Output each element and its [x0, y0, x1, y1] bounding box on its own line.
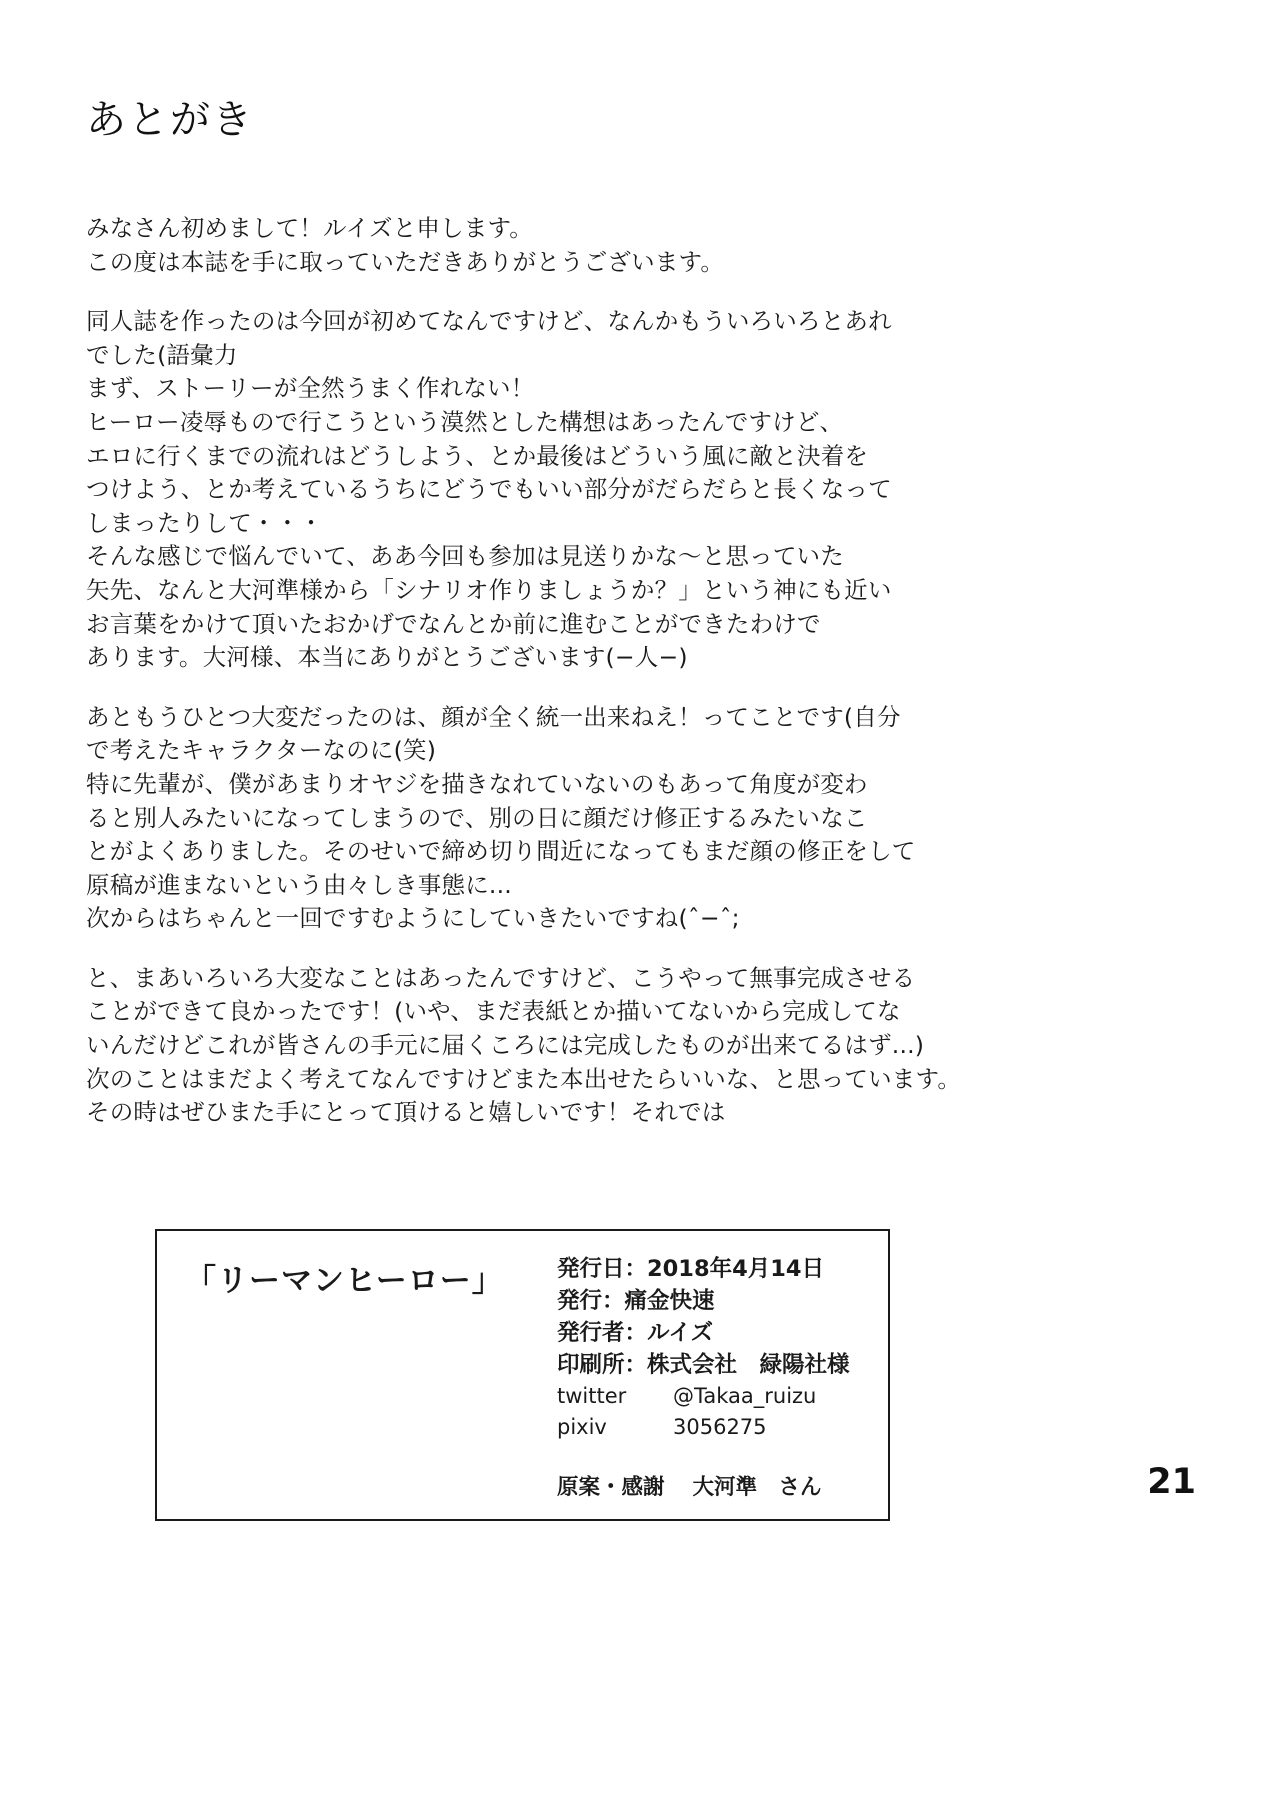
colophon-twitter-value: @Takaa_ruizu	[673, 1384, 817, 1408]
text-line: ると別人みたいになってしまうので、別の日に顔だけ修正するみたいなこ	[86, 803, 868, 832]
text-line: 次からはちゃんと一回ですむようにしていきたいですね(ˆ−ˆ;	[86, 904, 740, 933]
colophon-pixiv-label: pixiv	[557, 1415, 607, 1439]
text-line: で考えたキャラクターなのに(笑)	[86, 736, 437, 765]
text-line: 特に先輩が、僕があまりオヤジを描きなれていないのもあって角度が変わ	[86, 769, 868, 798]
page-number: 21	[1147, 1462, 1196, 1502]
text-line: お言葉をかけて頂いたおかげでなんとか前に進むことができたわけで	[86, 609, 821, 638]
text-line: いんだけどこれが皆さんの手元に届くころには完成したものが出来てるはず...)	[86, 1031, 925, 1060]
colophon-credit-value: 大河準 さん	[692, 1475, 822, 1500]
text-line: 同人誌を作ったのは今回が初めてなんですけど、なんかもういろいろとあれ	[86, 307, 892, 336]
paragraph-closing	[86, 962, 1206, 1130]
colophon-author: 発行者：ルイズ	[557, 1320, 714, 1346]
text-line: と、まあいろいろ大変なことはあったんですけど、こうやって無事完成させる	[86, 963, 916, 992]
paragraph-greeting	[86, 212, 1206, 279]
text-line: あともうひとつ大変だったのは、顔が全く統一出来ねえ！ってことです(自分	[86, 702, 901, 731]
text-line: でした(語彙力	[86, 340, 238, 369]
colophon-credit	[557, 1470, 822, 1501]
text-line: ヒーロー凌辱もので行こうという漠然とした構想はあったんですけど、	[86, 407, 844, 436]
colophon-twitter	[557, 1381, 877, 1412]
colophon-publisher: 発行：痛金快速	[557, 1288, 715, 1314]
afterword-body	[86, 212, 1206, 1130]
text-line: しまったりして・・・	[86, 508, 323, 537]
colophon-details	[557, 1253, 877, 1443]
colophon-credit-label: 原案・感謝	[557, 1475, 665, 1500]
text-line: みなさん初めまして！ルイズと申します。	[86, 214, 534, 242]
colophon-publish-date: 発行日：2018年4月14日	[557, 1256, 825, 1282]
colophon-pixiv	[557, 1412, 877, 1443]
text-line: エロに行くまでの流れはどうしよう、とか最後はどういう風に敵と決着を	[86, 441, 869, 470]
text-line: そんな感じで悩んでいて、ああ今回も参加は見送りかな～と思っていた	[86, 542, 844, 571]
text-line: つけよう、とか考えているうちにどうでもいい部分がだらだらと長くなって	[86, 475, 892, 504]
text-line: 矢先、なんと大河準様から「シナリオ作りましょうか？」という神にも近い	[86, 575, 892, 604]
text-line: あります。大河様、本当にありがとうございます(−人−)	[86, 643, 688, 672]
text-line: 原稿が進まないという由々しき事態に...	[86, 870, 512, 899]
colophon-printer: 印刷所：株式会社 緑陽社様	[557, 1352, 850, 1378]
colophon-title: 「リーマンヒーロー」	[185, 1263, 504, 1299]
text-line: ことができて良かったです！(いや、まだ表紙とか描いてないから完成してな	[86, 997, 901, 1026]
colophon-box	[155, 1229, 890, 1521]
text-line: まず、ストーリーが全然うまく作れない！	[86, 374, 535, 403]
text-line: とがよくありました。そのせいで締め切り間近になってもまだ顔の修正をして	[86, 837, 916, 866]
paragraph-making-of	[86, 305, 1206, 675]
text-line: 次のことはまだよく考えてなんですけどまた本出せたらいいな、と思っています。	[86, 1064, 962, 1093]
text-line: その時はぜひまた手にとって頂けると嬉しいです！それでは	[86, 1098, 726, 1127]
colophon-twitter-label: twitter	[557, 1384, 627, 1408]
page-title: あとがき	[86, 97, 254, 143]
text-line: この度は本誌を手に取っていただきありがとうございます。	[86, 247, 725, 276]
colophon-pixiv-value: 3056275	[673, 1415, 767, 1439]
paragraph-faces	[86, 701, 1206, 936]
